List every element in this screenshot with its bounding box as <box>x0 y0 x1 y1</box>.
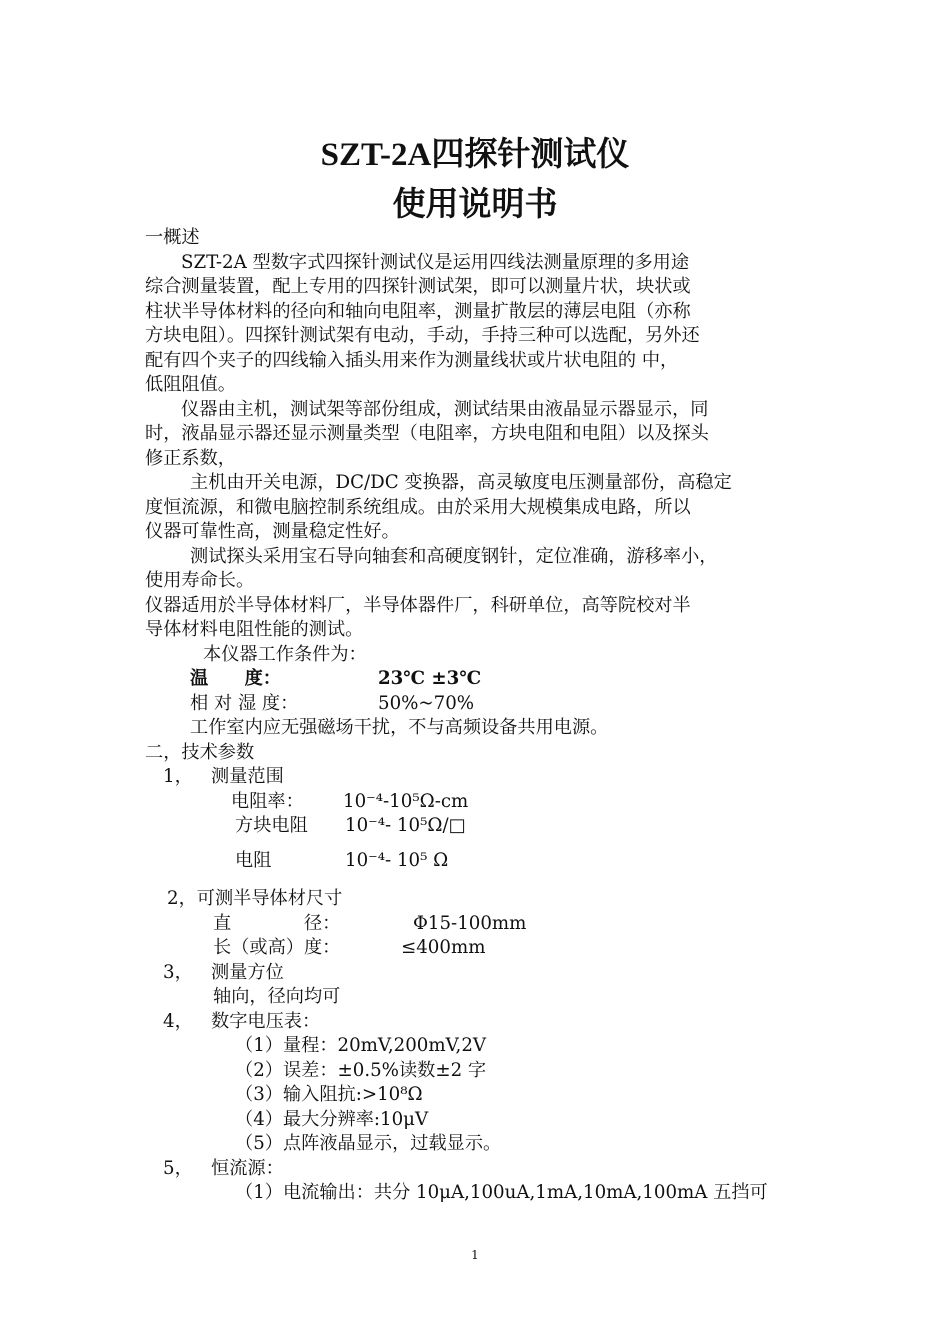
diameter-label: 直 径： <box>213 912 341 934</box>
spec-item-number: 5， <box>163 1157 193 1179</box>
length-value: ≤400mm <box>401 937 486 958</box>
spec-item-label: 恒流源： <box>211 1157 284 1179</box>
diameter-value: Φ15-100mm <box>413 912 527 934</box>
paragraph-line: 仪器由主机，测试架等部份组成，测试结果由液晶显示器显示，同 <box>181 398 709 420</box>
range-row <box>145 849 815 874</box>
range-value: 10⁻⁴- 10⁵Ω/□ <box>345 815 466 836</box>
paragraph-line: 低阻阻值。 <box>145 374 236 395</box>
humidity-label: 相 对 湿 度： <box>190 692 299 714</box>
document-subtitle: 使用说明书 <box>392 187 558 223</box>
range-value: 10⁻⁴- 10⁵ Ω <box>345 849 449 871</box>
page-number: 1 <box>471 1248 479 1262</box>
humidity-value: 50%~70% <box>378 692 475 714</box>
temperature-row <box>145 667 815 692</box>
range-name: 电阻率： <box>231 790 304 812</box>
spec-item-label: 数字电压表： <box>211 1010 321 1032</box>
spec-item-label: 测量方位 <box>211 961 284 983</box>
paragraph-line: 修正系数， <box>145 447 236 469</box>
diameter-row <box>145 912 815 937</box>
paragraph-line: 度恒流源，和微电脑控制系统组成。由於采用大规模集成电路，所以 <box>145 496 691 518</box>
environment-note: 工作室内应无强磁场干扰，不与高频设备共用电源。 <box>190 717 609 738</box>
paragraph-line: 综合测量装置，配上专用的四探针测试架，即可以测量片状，块状或 <box>145 276 691 297</box>
paragraph-line: 配有四个夹子的四线输入插头用来作为测量线状或片状电阻的 中， <box>145 349 679 371</box>
document-title: SZT-2A四探针测试仪 <box>320 137 630 173</box>
conditions-intro: 本仪器工作条件为： <box>203 643 367 665</box>
spec-item-1 <box>145 765 815 790</box>
range-row <box>145 790 815 815</box>
humidity-row <box>145 692 815 717</box>
voltmeter-spec: （4）最大分辨率:10μV <box>235 1108 429 1130</box>
current-source-spec: （1）电流输出：共分 10μA,100uA,1mA,10mA,100mA 五挡可 <box>235 1182 768 1203</box>
voltmeter-spec: （3）输入阻抗:>10⁸Ω <box>235 1084 423 1105</box>
voltmeter-spec: （5）点阵液晶显示，过载显示。 <box>235 1133 502 1154</box>
document-body <box>145 226 815 1206</box>
paragraph-line: SZT-2A 型数字式四探针测试仪是运用四线法测量原理的多用途 <box>181 251 690 273</box>
spec-item-number: 4， <box>163 1010 193 1032</box>
temperature-value: 23℃ ±3℃ <box>378 668 482 689</box>
paragraph-line: 导体材料电阻性能的测试。 <box>145 619 364 640</box>
spec-item-number: 3， <box>163 961 193 983</box>
voltmeter-spec: （1）量程：20mV,200mV,2V <box>235 1035 487 1056</box>
spec-item-label: 测量范围 <box>211 766 284 787</box>
paragraph-line: 仪器可靠性高，测量稳定性好。 <box>145 521 400 542</box>
length-row <box>145 936 815 961</box>
paragraph-line: 时，液晶显示器还显示测量类型（电阻率，方块电阻和电阻）以及探头 <box>145 423 709 444</box>
range-value: 10⁻⁴-10⁵Ω-cm <box>343 790 469 812</box>
section-heading-specs: 二，技术参数 <box>145 741 255 763</box>
spec-item-5 <box>145 1157 815 1182</box>
paragraph-line: 方块电阻）。四探针测试架有电动，手动，手持三种可以选配，另外还 <box>145 325 700 346</box>
temperature-label: 温 度： <box>190 668 281 689</box>
spec-item-3 <box>145 961 815 986</box>
spec-item-4 <box>145 1010 815 1035</box>
paragraph-line: 测试探头采用宝石导向轴套和高硬度钢针，定位准确，游移率小， <box>190 545 718 567</box>
voltmeter-spec: （2）误差：±0.5%读数±2 字 <box>235 1059 487 1081</box>
range-name: 电阻 <box>235 849 272 871</box>
section-heading-overview: 一概述 <box>145 227 200 248</box>
paragraph-line: 柱状半导体材料的径向和轴向电阻率，测量扩散层的薄层电阻（亦称 <box>145 300 691 322</box>
paragraph-line: 主机由开关电源，DC/DC 变换器，高灵敏度电压测量部份，高稳定 <box>190 472 732 493</box>
spec-item-number: 1， <box>163 766 193 787</box>
range-name: 方块电阻 <box>235 815 308 836</box>
length-label: 长（或高）度： <box>213 937 341 958</box>
paragraph-line: 使用寿命长。 <box>145 570 255 591</box>
range-row <box>145 814 815 839</box>
spec-item-2: 2，可测半导体材尺寸 <box>167 888 343 909</box>
orientation-value: 轴向，径向均可 <box>213 986 341 1007</box>
paragraph-line: 仪器适用於半导体材料厂，半导体器件厂，科研单位，高等院校对半 <box>145 594 691 616</box>
